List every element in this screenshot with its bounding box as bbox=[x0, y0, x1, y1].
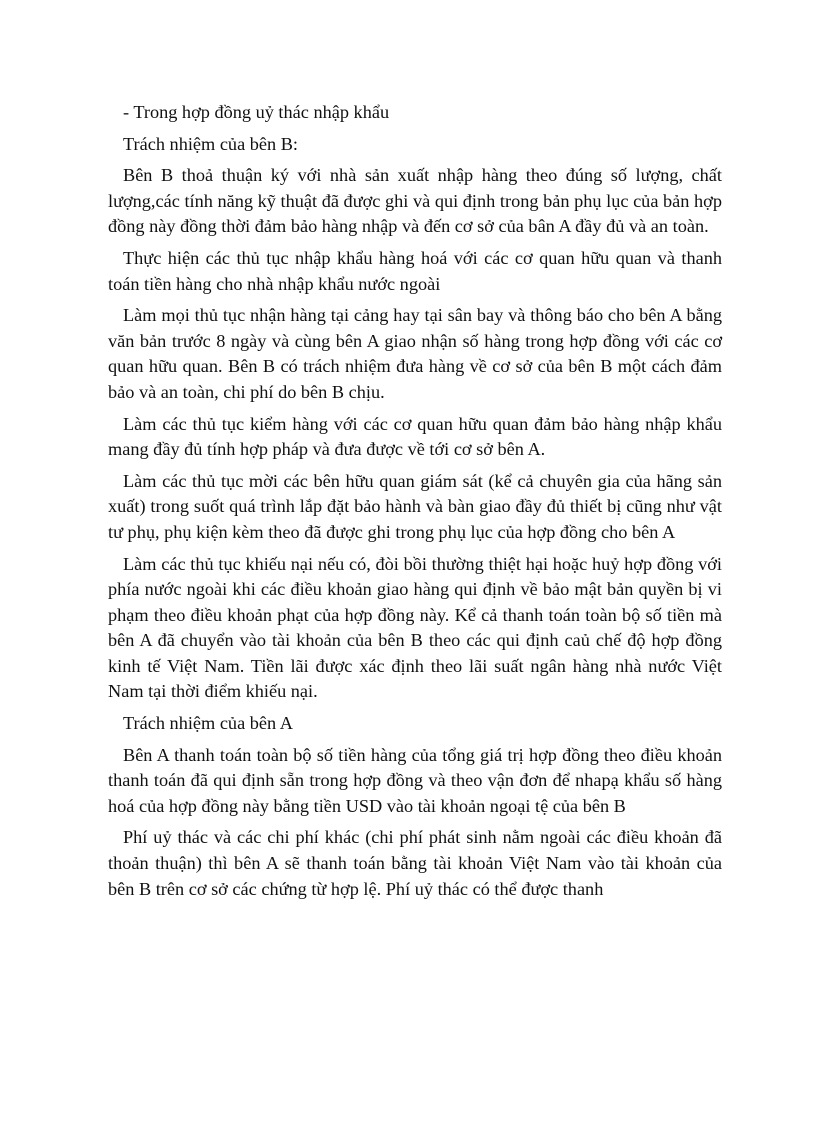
document-body bbox=[108, 100, 722, 908]
paragraph-b-complaints: Làm các thủ tục khiếu nại nếu có, đòi bồi thường thiệt hại hoặc huỷ hợp đồng với phía nước ngoài khi các điều khoản giao hàng qui định về bảo mật bản quyền bị vi phạm theo điều khoản phạt của hợp đồng này. Kể cả thanh toán toàn bộ số tiền mà bên A đã chuyển vào tài khoản của bên B theo các qui định caủ chế độ hợp đồng kinh tế Việt Nam. Tiền lãi được xác định theo lãi suất ngân hàng nhà nước Việt Nam tại thời điểm khiếu nại. bbox=[108, 553, 722, 702]
paragraph-b-supervision: Làm các thủ tục mời các bên hữu quan giám sát (kể cả chuyên gia của hãng sản xuất) trong suốt quá trình lắp đặt bảo hành và bàn giao đầy đủ thiết bị cũng như vật tư phụ, phụ kiện kèm theo đã được ghi trong phụ lục của hợp đồng cho bên A bbox=[108, 470, 722, 542]
paragraph-b-receiving-goods: Làm mọi thủ tục nhận hàng tại cảng hay tại sân bay và thông báo cho bên A bằng văn bản trước 8 ngày và cùng bên A giao nhận số hàng trong hợp đồng với các cơ quan hữu quan. Bên B có trách nhiệm đưa hàng về cơ sở của bên B một cách đảm bảo và an toàn, chi phí do bên B chịu. bbox=[108, 305, 722, 402]
subheading-party-a-responsibilities: Trách nhiệm của bên A bbox=[123, 713, 293, 734]
paragraph-b-import-procedures: Thực hiện các thủ tục nhập khẩu hàng hoá với các cơ quan hữu quan và thanh toán tiền hàng cho nhà nhập khẩu nước ngoài bbox=[108, 247, 722, 294]
paragraph-a-payment: Bên A thanh toán toàn bộ số tiền hàng của tổng giá trị hợp đồng theo điều khoản thanh toán đã qui định sẵn trong hợp đồng và theo vận đơn để nhapạ khẩu số hàng hoá của hợp đồng này bằng tiền USD vào tài khoản ngoại tệ của bên B bbox=[108, 744, 722, 816]
paragraph-b-agreement: Bên B thoả thuận ký với nhà sản xuất nhập hàng theo đúng số lượng, chất lượng,các tính năng kỹ thuật đã được ghi và qui định trong bản phụ lục của bản hợp đồng này đồng thời đảm bảo hàng nhập và đến cơ sở của bân A đầy đủ và an toàn. bbox=[108, 165, 722, 237]
paragraph-a-trust-fee: Phí uỷ thác và các chi phí khác (chi phí phát sinh nằm ngoài các điều khoản đã thoản thuận) thì bên A sẽ thanh toán bằng tài khoản Việt Nam vào tài khoản của bên B trên cơ sở các chứng từ hợp lệ. Phí uỷ thác có thể được thanh bbox=[108, 827, 722, 899]
subheading-party-b-responsibilities: Trách nhiệm của bên B: bbox=[123, 133, 298, 154]
section-heading-trust-contract: - Trong hợp đồng uỷ thác nhập khẩu bbox=[123, 102, 390, 122]
paragraph-b-inspection: Làm các thủ tục kiểm hàng với các cơ quan hữu quan đảm bảo hàng nhập khẩu mang đầy đủ tính hợp pháp và đưa được về tới cơ sở bên A. bbox=[108, 413, 722, 460]
